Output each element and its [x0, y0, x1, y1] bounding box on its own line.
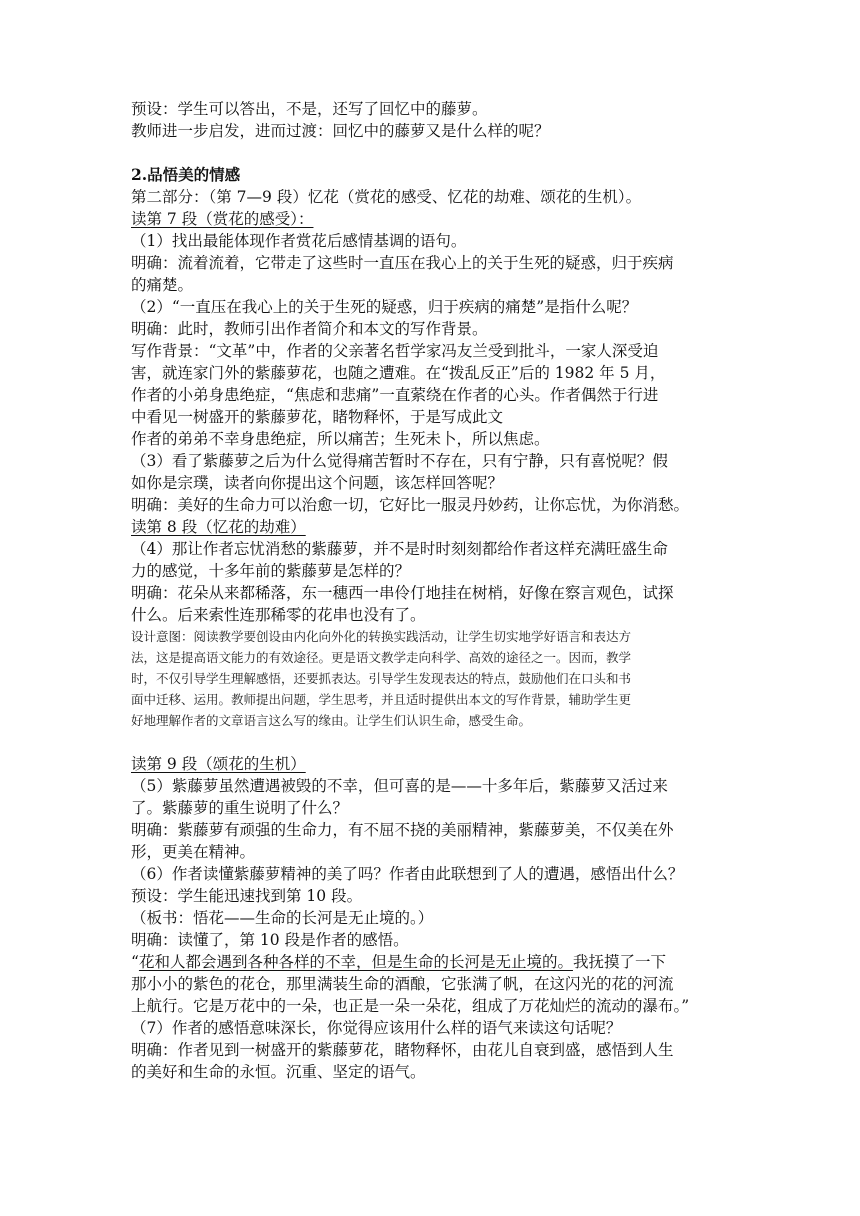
- design-note-line: 面中迁移、运用。教师提出问题，学生思考，并且适时提供出本文的写作背景，辅助学生更: [131, 692, 632, 707]
- underlined-quote: 花和人都会遇到各种各样的不幸，但是生命的长河是无止境的。: [138, 953, 573, 971]
- paragraph-line: 的痛楚。: [131, 276, 194, 294]
- paragraph-line: 上航行。它是万花中的一朵，也正是一朵一朵花，组成了万花灿烂的流动的瀑布。”: [131, 997, 690, 1015]
- paragraph-line: 中看见一树盛开的紫藤萝花，睹物释怀，于是写成此文: [131, 408, 504, 426]
- paragraph-line: （板书：悟花——生命的长河是无止境的。）: [131, 909, 434, 927]
- paragraph-line: （3）看了紫藤萝之后为什么觉得痛苦暂时不存在，只有宁静，只有喜悦呢？假: [131, 452, 668, 470]
- paragraph-line: 明确：美好的生命力可以治愈一切，它好比一服灵丹妙药，让你忘忧，为你消愁。: [131, 496, 690, 514]
- design-note-line: 法，这是提高语文能力的有效途径。更是语文教学走向科学、高效的途径之一。因而，教学: [131, 650, 632, 665]
- quote-continuation: 我抚摸了一下: [572, 953, 666, 971]
- paragraph-line: 明确：读懂了，第 10 段是作者的感悟。: [131, 931, 409, 949]
- paragraph-line: 明确：花朵从来都稀落，东一穗西一串伶仃地挂在树梢，好像在察言观色，试探: [131, 584, 674, 602]
- paragraph-line: 作者的小弟身患绝症，“焦虑和悲痛”一直萦绕在作者的心头。作者偶然于行进: [131, 386, 659, 404]
- paragraph-line: 作者的弟弟不幸身患绝症，所以痛苦；生死未卜，所以焦虑。: [131, 430, 550, 448]
- part-title: 第二部分：（第 7—9 段）忆花（赏花的感受、忆花的劫难、颂花的生机）。: [131, 188, 642, 206]
- section-heading: 2.品悟美的情感: [131, 165, 241, 184]
- quote-open-mark: “: [131, 953, 139, 971]
- paragraph-line: 明确：流着流着，它带走了这些时一直压在我心上的关于生死的疑惑，归于疾病: [131, 254, 674, 272]
- paragraph-line: 害，就连家门外的紫藤萝花，也随之遭难。在“拨乱反正”后的 1982 年 5 月，: [131, 364, 666, 382]
- paragraph-line: 如你是宗璞，读者向你提出这个问题，该怎样回答呢？: [131, 474, 504, 492]
- paragraph-line: 明确：作者见到一树盛开的紫藤萝花，睹物释怀，由花儿自衰到盛，感悟到人生: [131, 1041, 674, 1059]
- paragraph-line: 预设：学生可以答出，不是，还写了回忆中的藤萝。: [131, 100, 488, 118]
- paragraph-line: （1）找出最能体现作者赏花后感情基调的语句。: [131, 232, 467, 250]
- paragraph-line: 写作背景：“文革”中，作者的父亲著名哲学家冯友兰受到批斗，一家人深受迫: [131, 342, 659, 360]
- paragraph-line: 预设：学生能迅速找到第 10 段。: [131, 887, 363, 905]
- paragraph-line: （6）作者读懂紫藤萝精神的美了吗？作者由此联想到了人的遭遇，感悟出什么？: [131, 865, 684, 883]
- paragraph-line: 明确：此时，教师引出作者简介和本文的写作背景。: [131, 320, 488, 338]
- subsection-title: 读第 8 段（忆花的劫难）: [131, 518, 306, 536]
- paragraph-line: 教师进一步启发，进而过渡：回忆中的藤萝又是什么样的呢？: [131, 122, 550, 140]
- paragraph-line: 的美好和生命的永恒。沉重、坚定的语气。: [131, 1063, 426, 1081]
- paragraph-line: （2）“一直压在我心上的关于生死的疑惑，归于疾病的痛楚”是指什么呢？: [131, 298, 638, 316]
- paragraph-line: （7）作者的感悟意味深长，你觉得应该用什么样的语气来读这句话呢？: [131, 1019, 622, 1037]
- paragraph-line: 明确：紫藤萝有顽强的生命力，有不屈不挠的美丽精神，紫藤萝美，不仅美在外: [131, 821, 674, 839]
- quote-line: [131, 951, 736, 973]
- design-note-line: 设计意图：阅读教学要创设由内化向外化的转换实践活动，让学生切实地学好语言和表达方: [131, 629, 632, 644]
- paragraph-line: （4）那让作者忘忧消愁的紫藤萝，并不是时时刻刻都给作者这样充满旺盛生命: [131, 540, 668, 558]
- design-note-line: 好地理解作者的文章语言这么写的缘由。让学生们认识生命，感受生命。: [131, 713, 532, 728]
- paragraph-line: 了。紫藤萝的重生说明了什么？: [131, 799, 349, 817]
- paragraph-line: 什么。后来索性连那稀零的花串也没有了。: [131, 606, 426, 624]
- paragraph-line: （5）紫藤萝虽然遭遇被毁的不幸，但可喜的是——十多年后，紫藤萝又活过来: [131, 777, 668, 795]
- paragraph-line: 那小小的紫色的花仓，那里满装生命的酒酿，它张满了帆，在这闪光的花的河流: [131, 975, 674, 993]
- document-body: [131, 98, 736, 1083]
- paragraph-line: 力的感觉，十多年前的紫藤萝是怎样的？: [131, 562, 411, 580]
- subsection-title: 读第 9 段（颂花的生机）: [131, 755, 306, 773]
- subsection-title: 读第 7 段（赏花的感受）：: [131, 210, 314, 228]
- paragraph-line: 形，更美在精神。: [131, 843, 256, 861]
- design-note-line: 时，不仅引导学生理解感悟，还要抓表达。引导学生发现表达的特点，鼓励他们在口头和书: [131, 671, 632, 686]
